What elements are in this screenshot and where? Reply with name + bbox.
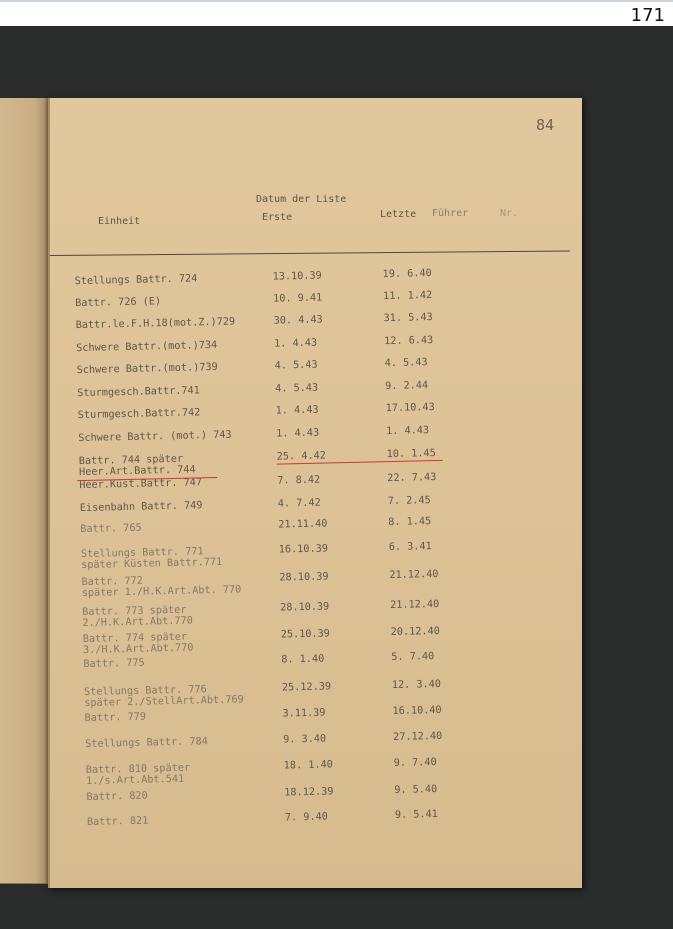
cell-first: 25.10.39: [280, 628, 330, 641]
cell-first: 4. 5.43: [274, 359, 318, 372]
cell-last: 22. 7.43: [387, 471, 437, 485]
previous-page-edge: [0, 98, 50, 884]
cell-unit: Schwere Battr. (mot.) 743: [78, 429, 232, 445]
cell-first: 1. 4.43: [274, 337, 318, 350]
cell-last: 12. 3.40: [391, 678, 442, 692]
cell-unit: Battr.le.F.H.18(mot.Z.)729: [75, 316, 236, 332]
cell-first: 4. 7.42: [277, 497, 321, 510]
cell-unit: Battr. 773 später 2./H.K.Art.Abt.770: [82, 604, 193, 630]
unit-table: [47, 92, 597, 894]
cell-first: 16.10.39: [278, 543, 329, 556]
cell-unit: Battr. 810 später 1./s.Art.Abt.541: [85, 762, 191, 787]
header-unit: Einheit: [98, 216, 141, 227]
cell-last: 8. 1.45: [388, 516, 432, 529]
cell-last: 31. 5.43: [383, 312, 433, 325]
header-extra2: Nr.: [500, 208, 519, 219]
cell-unit: Sturmgesch.Battr.742: [77, 407, 201, 422]
cell-unit: Stellungs Battr. 776 später 2./StellArt.Abt.769: [83, 684, 244, 710]
cell-first: 4. 5.43: [275, 382, 319, 395]
cell-last: 16.10.40: [392, 704, 442, 718]
cell-first: 21.11.40: [278, 518, 328, 531]
cell-last: 10. 1.45: [386, 447, 436, 461]
cell-first: 28.10.39: [279, 571, 329, 584]
cell-unit: Battr. 775: [83, 657, 145, 671]
cell-last: 21.12.40: [389, 568, 439, 582]
cell-first: 18.12.39: [284, 786, 334, 799]
header-first: Erste: [262, 212, 293, 223]
cell-unit: Stellungs Battr. 784: [85, 736, 208, 750]
viewer-toolbar: [0, 0, 673, 28]
scan-area: [0, 26, 673, 929]
cell-unit: Battr. 821: [86, 815, 149, 828]
cell-last: 17.10.43: [385, 401, 435, 415]
cell-last: 5. 7.40: [391, 651, 435, 664]
cell-last: 9. 5.40: [394, 784, 438, 796]
cell-first: 28.10.39: [280, 601, 330, 614]
cell-first: 10. 9.41: [273, 292, 323, 305]
cell-last: 1. 4.43: [386, 425, 430, 438]
header-last: Letzte: [380, 209, 417, 220]
cell-last: 27.12.40: [393, 730, 443, 744]
cell-first: 1. 4.43: [275, 404, 319, 417]
cell-unit: Battr. 779: [84, 711, 147, 725]
cell-unit: Stellungs Battr. 724: [74, 273, 198, 288]
cell-unit: Sturmgesch.Battr.741: [77, 385, 201, 400]
cell-unit: Battr. 726 (E): [75, 296, 162, 310]
cell-first: 18. 1.40: [283, 759, 333, 772]
cell-first: 8. 1.40: [281, 653, 325, 666]
cell-unit: Battr. 765: [80, 522, 142, 536]
cell-unit: Battr. 744 später Heer.Art.Battr. 744: [78, 453, 196, 479]
cell-first: 7. 8.42: [277, 474, 321, 487]
cell-last: 19. 6.40: [382, 268, 432, 281]
table-row: [57, 566, 589, 600]
cell-last: 7. 2.45: [387, 495, 431, 508]
cell-unit: Heer.Küst.Battr. 747: [79, 477, 203, 492]
cell-first: 25. 4.42: [276, 450, 326, 463]
cell-last: 9. 2.44: [385, 380, 429, 393]
cell-unit: Battr. 820: [86, 790, 148, 803]
cell-last: 9. 5.41: [394, 809, 438, 821]
cell-unit: Schwere Battr.(mot.)734: [76, 339, 218, 355]
header-extra: Führer: [432, 208, 469, 219]
cell-first: 30. 4.43: [273, 314, 323, 327]
page-counter: 171: [630, 5, 665, 26]
cell-first: 1. 4.43: [276, 427, 320, 440]
cell-unit: Stellungs Battr. 771 später Küsten Battr.771: [80, 546, 223, 572]
cell-first: 9. 3.40: [283, 733, 327, 746]
document-page: [48, 98, 582, 888]
cell-first: 25.12.39: [281, 681, 332, 694]
cell-unit: Eisenbahn Battr. 749: [79, 500, 203, 515]
header-date-group: Datum der Liste: [256, 194, 347, 205]
cell-last: 9. 7.40: [393, 757, 437, 770]
cell-first: 3.11.39: [282, 707, 326, 720]
cell-first: 13.10.39: [272, 270, 322, 283]
page-number: 84: [536, 116, 555, 134]
cell-last: 11. 1.42: [382, 290, 433, 303]
cell-last: 20.12.40: [390, 625, 440, 639]
cell-unit: Battr. 774 später 3./H.K.Art.Abt.770: [82, 631, 194, 657]
cell-first: 7. 9.40: [284, 811, 328, 824]
cell-last: 21.12.40: [390, 598, 440, 612]
cell-last: 12. 6.43: [384, 335, 434, 348]
cell-last: 4. 5.43: [384, 357, 428, 370]
cell-unit: Battr. 772 später 1./H.K.Art.Abt. 770: [81, 575, 242, 600]
cell-unit: Schwere Battr.(mot.)739: [76, 361, 218, 377]
cell-last: 6. 3.41: [388, 541, 432, 554]
